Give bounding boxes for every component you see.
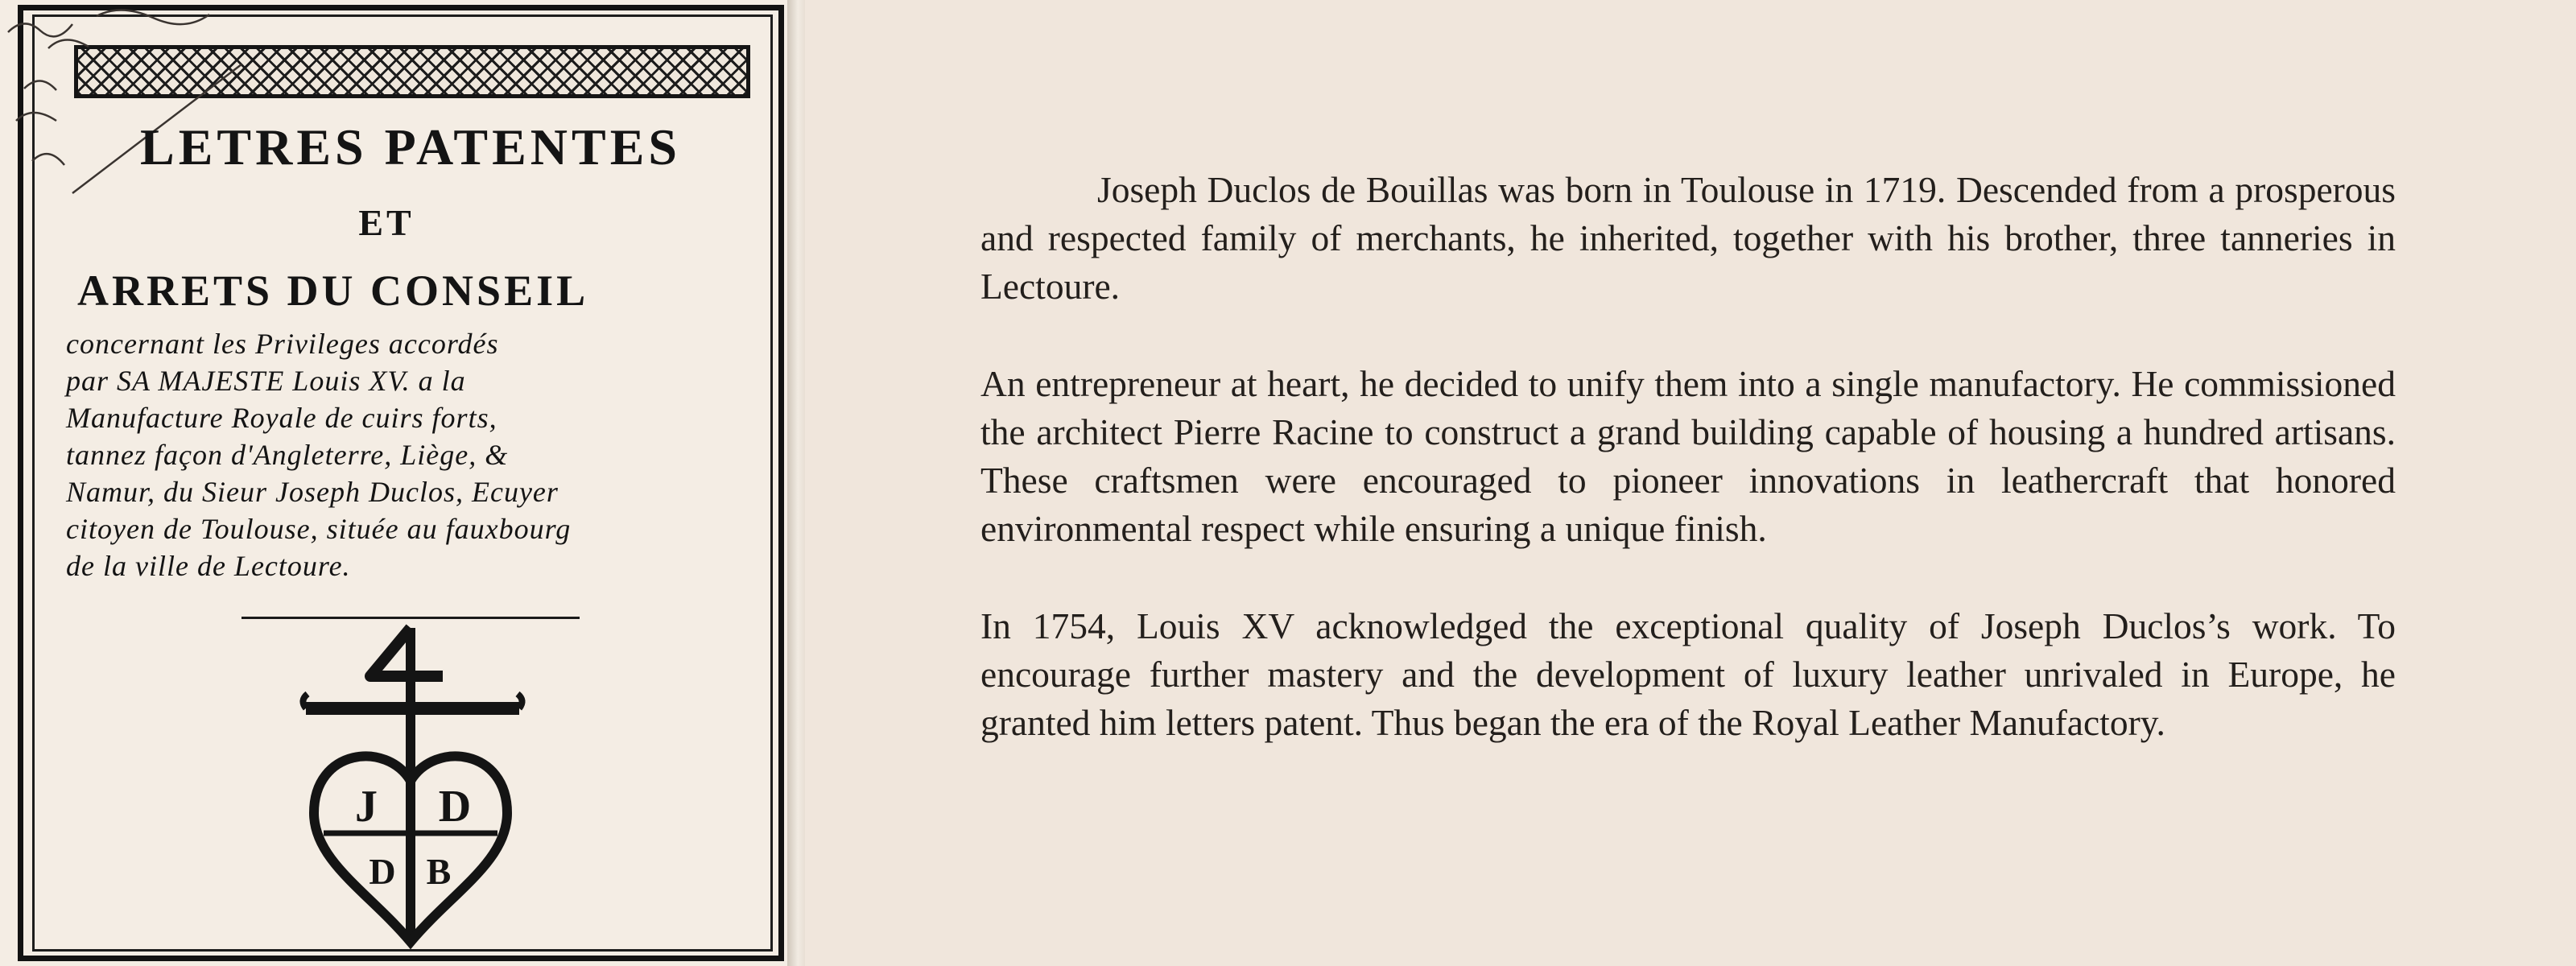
article-paragraph-3: In 1754, Louis XV acknowledged the exceptional quality of Joseph Duclos’s work. To encourage further mastery and the development of luxury leather unrivaled in Europe, he granted him letters patent. Thus began the era of the Royal Leather Manufactory.	[980, 605, 2396, 743]
article-paragraph-2: An entrepreneur at heart, he decided to unify them into a single manufactory. He commissioned the architect Pierre Racine to construct a grand building capable of housing a hundred artisans. These craftsmen were encouraged to pioneer innovations in leathercraft that honored environmental respect while ensuring a unique finish.	[980, 363, 2396, 549]
article-paragraph-1: Joseph Duclos de Bouillas was born in Toulouse in 1719. Descended from a prosperous and respected family of merchants, he inherited, together with his brother, three tanneries in Lectoure.	[980, 169, 2396, 307]
emblem-letter: D	[369, 851, 396, 892]
emblem-letter: D	[438, 782, 472, 832]
emblem-letter: B	[426, 851, 452, 892]
manuscript-title-line-3: ARRETS DU CONSEIL	[77, 266, 589, 315]
manuscript-body-line: par SA MAJESTE Louis XV. a la	[66, 365, 466, 397]
manuscript-marginal-notes	[0, 0, 266, 209]
manuscript-body-line: concernant les Privileges accordés	[66, 328, 499, 360]
manuscript-body-line: de la ville de Lectoure.	[66, 550, 351, 582]
heart-cross-emblem-icon	[290, 620, 531, 950]
manuscript-body-line: Manufacture Royale de cuirs forts,	[66, 402, 497, 434]
manuscript-body-line: Namur, du Sieur Joseph Duclos, Ecuyer	[66, 476, 559, 508]
article-text	[980, 166, 2396, 796]
emblem-letter: J	[355, 782, 378, 832]
manuscript-title-line-2: ET	[358, 202, 415, 243]
manuscript-body-line: tannez façon d'Angleterre, Liège, &	[66, 439, 509, 471]
manuscript-body-line: citoyen de Toulouse, située au fauxbourg	[66, 513, 572, 545]
manuscript-page-edge	[787, 0, 805, 966]
manuscript-body	[66, 325, 742, 584]
manuscript-divider	[242, 617, 580, 619]
manuscript-image	[0, 0, 805, 966]
manuscript-title-line-1: LETRES PATENTES	[140, 118, 681, 175]
